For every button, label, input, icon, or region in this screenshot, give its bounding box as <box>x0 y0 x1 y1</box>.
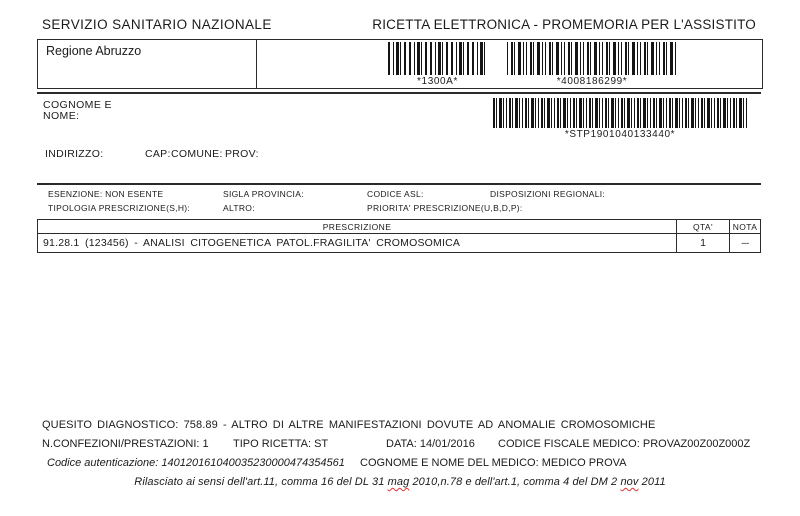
separator-top <box>37 92 761 94</box>
other-label: ALTRO: <box>223 203 255 213</box>
patient-name-label-line1: COGNOME E <box>43 99 112 111</box>
doctor-fiscal-code-field <box>498 438 750 450</box>
address-label: INDIRIZZO: <box>45 148 104 160</box>
document-title: RICETTA ELETTRONICA - PROMEMORIA PER L'ASSISTITO <box>372 17 756 32</box>
prescription-table-row <box>38 234 760 252</box>
exemption-label: ESENZIONE: NON ESENTE <box>48 189 164 199</box>
footnote-misspelled-mag: mag <box>387 476 410 488</box>
prescription-table-header-row <box>38 220 760 234</box>
auth-code-field <box>47 457 345 469</box>
footnote-misspelled-nov: nov <box>620 476 639 488</box>
province-label: PROV: <box>225 148 259 160</box>
service-title: SERVIZIO SANITARIO NAZIONALE <box>42 17 272 32</box>
asl-code-label: CODICE ASL: <box>367 189 424 199</box>
barcode-recipe-number-bars <box>507 42 677 75</box>
diagnostic-question: QUESITO DIAGNOSTICO: 758.89 - ALTRO DI ALTRE MANIFESTAZIONI DOVUTE AD ANOMALIE CROMOSOMICHE <box>42 419 656 431</box>
separator-exemption <box>37 183 761 185</box>
column-header-qta: QTA' <box>676 220 729 233</box>
date-field <box>386 438 475 450</box>
doctor-name-field <box>360 457 627 469</box>
packages-label: N.CONFEZIONI/PRESTAZIONI: <box>42 438 200 450</box>
auth-code-label: Codice autenticazione: <box>47 457 159 469</box>
barcode-recipe-code-label: *1300A* <box>417 76 458 87</box>
recipe-type-field <box>233 438 328 450</box>
province-code-label: SIGLA PROVINCIA: <box>223 189 304 199</box>
doctor-fiscal-code-label: CODICE FISCALE MEDICO: <box>498 438 640 450</box>
doctor-name-label: COGNOME E NOME DEL MEDICO: <box>360 457 539 469</box>
date-label: DATA: <box>386 438 417 450</box>
auth-code-value: 140120161040035230000474354561 <box>161 457 345 469</box>
recipe-type-label: TIPO RICETTA: <box>233 438 312 450</box>
column-header-nota: NOTA <box>729 220 760 233</box>
prescription-cell: 91.28.1 (123456) - ANALISI CITOGENETICA PATOL.FRAGILITA' CROMOSOMICA <box>43 237 461 249</box>
prescription-table <box>37 219 761 253</box>
footnote-part1: Rilasciato ai sensi dell'art.11, comma 16 del DL 31 <box>134 476 385 488</box>
regional-provisions-label: DISPOSIZIONI REGIONALI: <box>490 189 606 199</box>
doctor-name-value: MEDICO PROVA <box>541 457 627 469</box>
note-cell: --- <box>729 234 760 252</box>
doctor-fiscal-code-value: PROVAZ00Z00Z000Z <box>642 438 751 450</box>
quantity-cell: 1 <box>676 234 729 252</box>
patient-name-label <box>43 100 112 121</box>
region-name: Regione Abruzzo <box>38 40 257 88</box>
legal-footnote <box>0 476 800 488</box>
barcode-recipe-code-bars <box>388 42 487 75</box>
barcode-recipe-code <box>388 42 487 87</box>
cap-label: CAP: <box>145 148 171 160</box>
barcode-patient-code-bars <box>493 98 747 128</box>
patient-name-label-line2: NOME: <box>43 109 80 122</box>
barcode-patient-code <box>493 98 747 140</box>
barcode-recipe-number <box>507 42 677 87</box>
recipe-type-value: ST <box>314 438 329 450</box>
barcode-recipe-number-label: *4008186299* <box>556 76 628 87</box>
date-value: 14/01/2016 <box>419 438 475 450</box>
column-header-prescrizione: PRESCRIZIONE <box>322 221 392 232</box>
footnote-part3: 2011 <box>641 476 666 488</box>
municipality-label: COMUNE: <box>171 148 223 160</box>
prescription-priority-label: PRIORITA' PRESCRIZIONE(U,B,D,P): <box>367 203 523 213</box>
packages-field <box>42 438 209 450</box>
footnote-part2: 2010,n.78 e dell'art.1, comma 4 del DM 2 <box>412 476 618 488</box>
packages-value: 1 <box>202 438 209 450</box>
prescription-type-label: TIPOLOGIA PRESCRIZIONE(S,H): <box>48 203 191 213</box>
barcode-patient-code-label: *STP1901040133440* <box>564 129 676 140</box>
